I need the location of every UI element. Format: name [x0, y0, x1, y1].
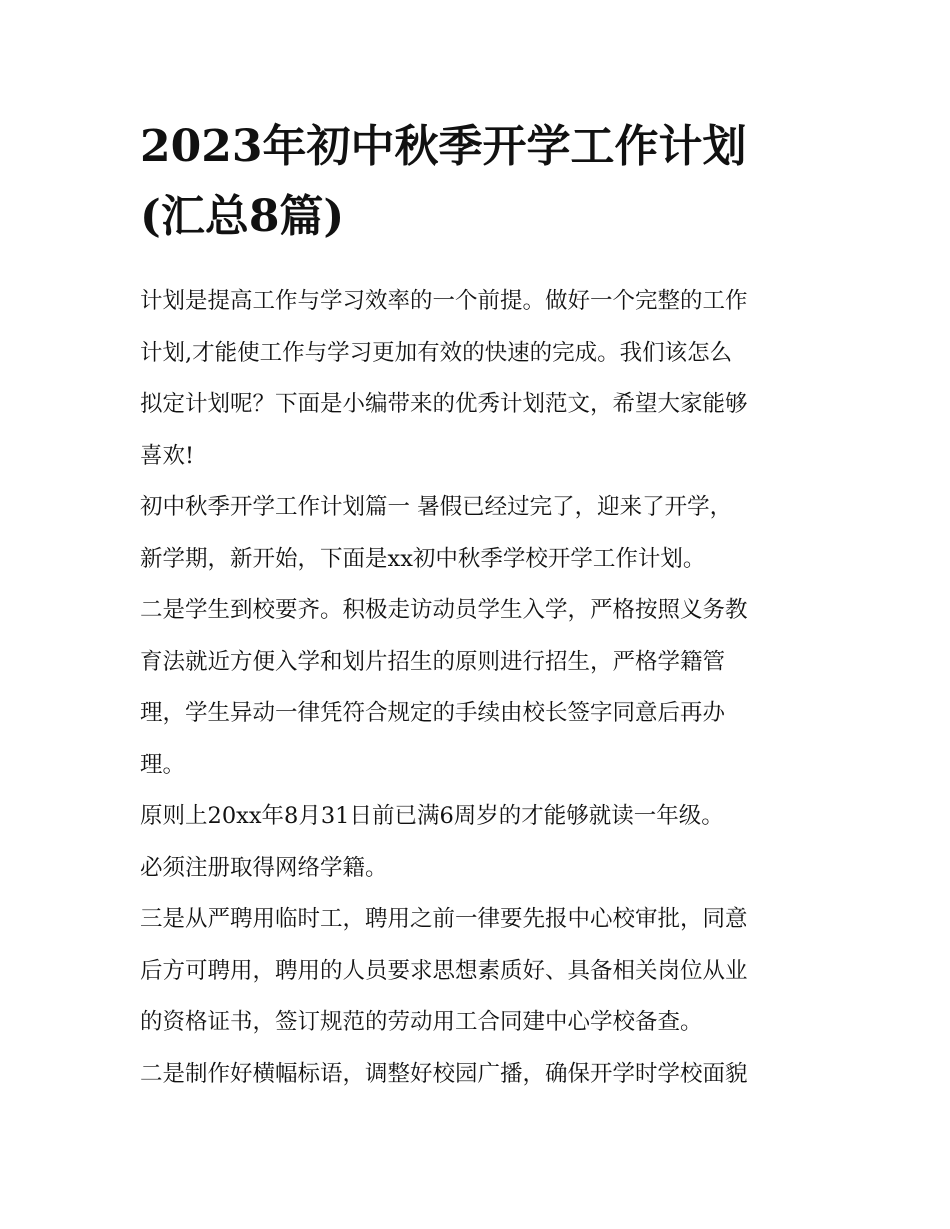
- body-line: 原则上20xx年8月31日前已满6周岁的才能够就读一年级。: [140, 803, 724, 829]
- body-line: 三是从严聘用临时工，聘用之前一律要先报中心校审批，同意: [140, 906, 748, 932]
- body-line: 必须注册取得网络学籍。: [140, 854, 388, 881]
- body-line: 新学期，新开始，下面是xx初中秋季学校开学工作计划。: [140, 545, 706, 572]
- body-line: 计划,才能使工作与学习更加有效的快速的完成。我们该怎么: [140, 339, 733, 366]
- body-line: 二是学生到校要齐。积极走访动员学生入学，严格按照义务教: [140, 597, 748, 623]
- document-body: [140, 276, 820, 1100]
- body-line: 理，学生异动一律凭符合规定的手续由校长签字同意后再办: [140, 700, 726, 726]
- body-line: 初中秋季开学工作计划篇一 暑假已经过完了，迎来了开学，: [140, 494, 733, 520]
- title-line-1: 2023年初中秋季开学工作计划: [140, 121, 747, 172]
- body-line: 喜欢!: [140, 442, 195, 469]
- body-line: 育法就近方便入学和划片招生的原则进行招生，严格学籍管: [140, 648, 726, 675]
- body-line: 计划是提高工作与学习效率的一个前提。做好一个完整的工作: [140, 288, 748, 314]
- body-line: 二是制作好横幅标语，调整好校园广播，确保开学时学校面貌: [140, 1060, 748, 1087]
- body-line: 拟定计划呢？下面是小编带来的优秀计划范文，希望大家能够: [140, 391, 748, 417]
- body-line: 后方可聘用，聘用的人员要求思想素质好、具备相关岗位从业: [140, 957, 748, 984]
- body-line: 理。: [140, 751, 186, 778]
- body-line: 的资格证书，签订规范的劳动用工合同建中心学校备查。: [140, 1009, 703, 1035]
- document-title: [140, 112, 820, 252]
- title-line-2: (汇总8篇): [140, 191, 345, 242]
